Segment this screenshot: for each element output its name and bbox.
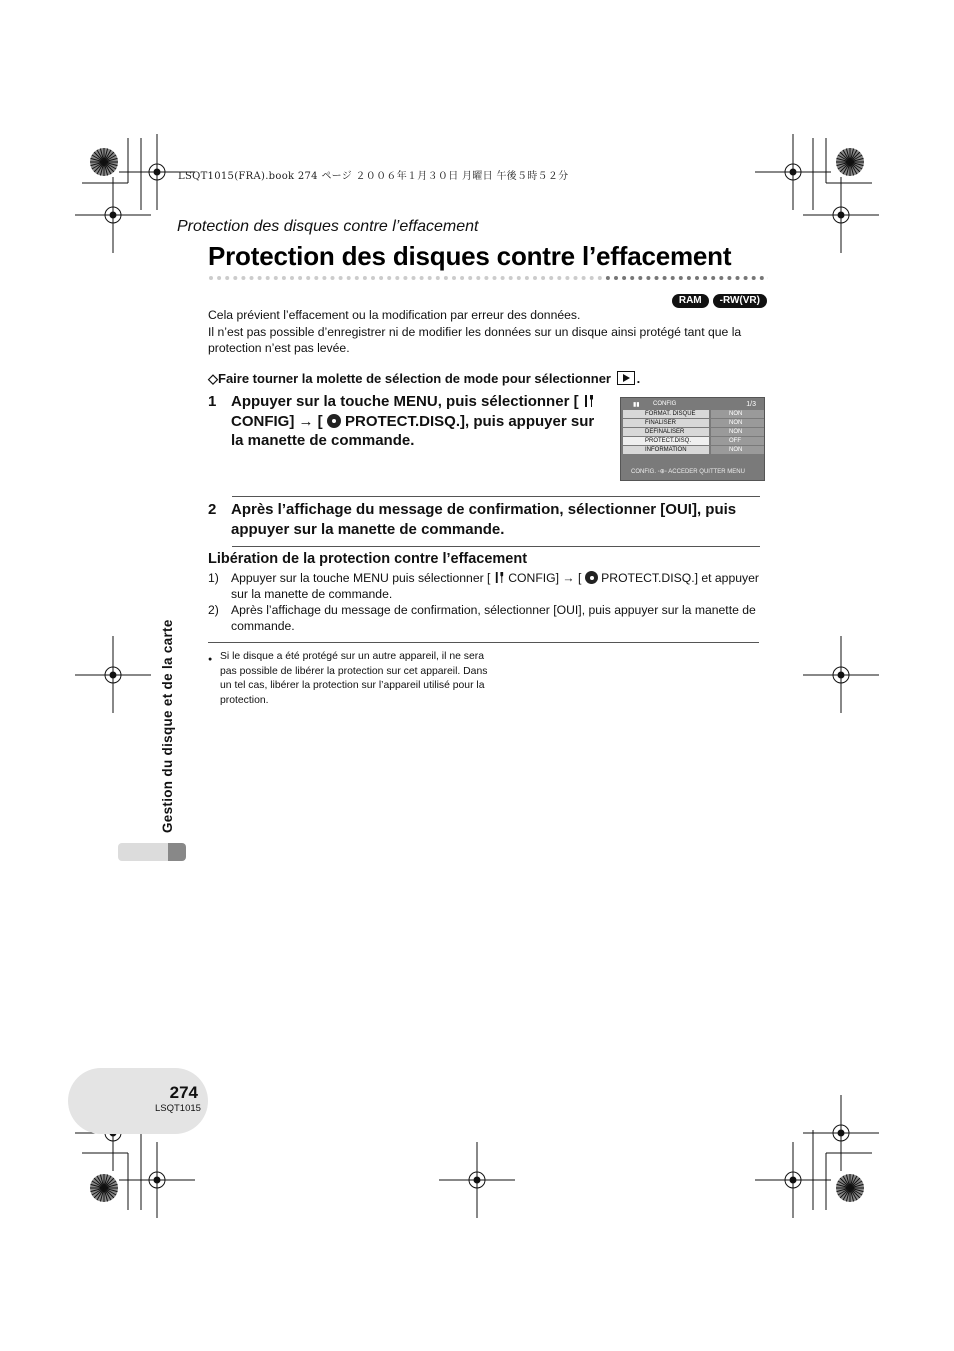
lcd-row-value: NON (711, 428, 764, 436)
step-1-text-b: CONFIG] → [ (231, 412, 323, 430)
divider (232, 546, 760, 547)
config-icon (583, 394, 595, 408)
protect-disc-icon (327, 414, 341, 428)
lcd-config-icon: ▮▮ (633, 402, 640, 408)
file-header: LSQT1015(FRA).book 274 ページ ２００６年１月３０日 月曜日 午後５時５２分 (178, 171, 569, 182)
intro-line-1: Cela prévient l’effacement ou la modification par erreur des données. (208, 308, 581, 322)
lcd-row-value: NON (711, 446, 764, 454)
lcd-footer: CONFIG. ◦⊕◦ ACCEDER QUITTER MENU (631, 469, 745, 475)
step-2-number: 2 (208, 501, 217, 518)
list-item-text-b: CONFIG] → [ (508, 571, 582, 585)
intro-text (208, 307, 768, 357)
badge-ram: RAM (672, 294, 709, 308)
list-item-number: 1) (208, 571, 219, 585)
step-1 (208, 392, 608, 451)
release-steps (208, 570, 768, 634)
list-item-text-a: Appuyer sur la touche MENU puis sélectionner [ (231, 571, 491, 585)
lcd-row-value: NON (711, 419, 764, 427)
play-mode-icon (617, 371, 635, 385)
list-item-number: 2) (208, 603, 219, 617)
dial-instruction-text: Faire tourner la molette de sélection de mode pour sélectionner (218, 371, 611, 386)
lcd-header (621, 398, 764, 410)
badge-rw-vr: -RW(VR) (713, 294, 767, 308)
intro-line-2: Il n’est pas possible d’enregistrer ni de modifier les données sur un disque ainsi protégé tant que la protection n’est pas levée. (208, 324, 742, 355)
lcd-menu-screenshot (620, 397, 765, 481)
lcd-title: CONFIG (653, 401, 677, 407)
page-code: LSQT1015 (155, 1103, 201, 1114)
lcd-row (623, 419, 764, 427)
lcd-row-label: FORMAT. DISQUE (623, 410, 709, 418)
section-tab-marker (168, 843, 186, 861)
config-icon (494, 571, 505, 584)
list-item (208, 570, 768, 602)
note (208, 650, 493, 708)
lcd-row-value: NON (711, 410, 764, 418)
bullet-icon: ● (208, 656, 213, 663)
page-title: Protection des disques contre l’effacement (208, 241, 732, 271)
step-1-number: 1 (208, 393, 217, 410)
diamond-icon: ◇ (208, 371, 218, 386)
step-2 (208, 500, 768, 539)
step-2-text: Après l’affichage du message de confirmation, sélectionner [OUI], puis appuyer sur la manette de commande. (231, 501, 737, 538)
lcd-row-selected (623, 437, 764, 445)
step-1-text-a: Appuyer sur la touche MENU, puis sélectionner [ (231, 393, 579, 410)
dial-instruction (208, 371, 640, 387)
release-heading: Libération de la protection contre l’effacement (208, 551, 528, 567)
lcd-row-label: PROTECT.DISQ. (623, 437, 709, 445)
lcd-row-label: INFORMATION (623, 446, 709, 454)
divider (232, 496, 760, 497)
list-item-text: Après l’affichage du message de confirmation, sélectionner [OUI], puis appuyer sur la manette de commande. (231, 603, 756, 633)
running-title: Protection des disques contre l’effacement (177, 218, 479, 235)
dial-instruction-end: . (636, 371, 641, 386)
section-side-label: Gestion du disque et de la carte (160, 619, 175, 833)
lcd-row-label: FINALISER (623, 419, 709, 427)
lcd-row (623, 428, 764, 436)
divider (208, 642, 759, 643)
note-text: Si le disque a été protégé sur un autre appareil, il ne sera pas possible de libérer la protection sur cet appareil. Dans un tel cas, libérer la protection sur l’appareil utilisé pour la protection. (220, 651, 488, 706)
list-item-text-c: PROTECT.DISQ.] et appuyer sur la manette de commande. (231, 571, 759, 601)
lcd-row-value: OFF (711, 437, 764, 445)
step-1-text-c: PROTECT.DISQ.], puis appuyer sur la manette de commande. (231, 412, 595, 449)
lcd-row-label: DEFINALISER (623, 428, 709, 436)
lcd-row (623, 410, 764, 418)
section-tab (118, 843, 168, 861)
lcd-row (623, 446, 764, 454)
protect-disc-icon (585, 571, 598, 584)
lcd-page: 1/3 (746, 401, 756, 408)
list-item (208, 602, 768, 634)
disc-type-badges (672, 294, 767, 308)
dotted-rule (208, 274, 768, 282)
page-number: 274 (169, 1083, 198, 1102)
